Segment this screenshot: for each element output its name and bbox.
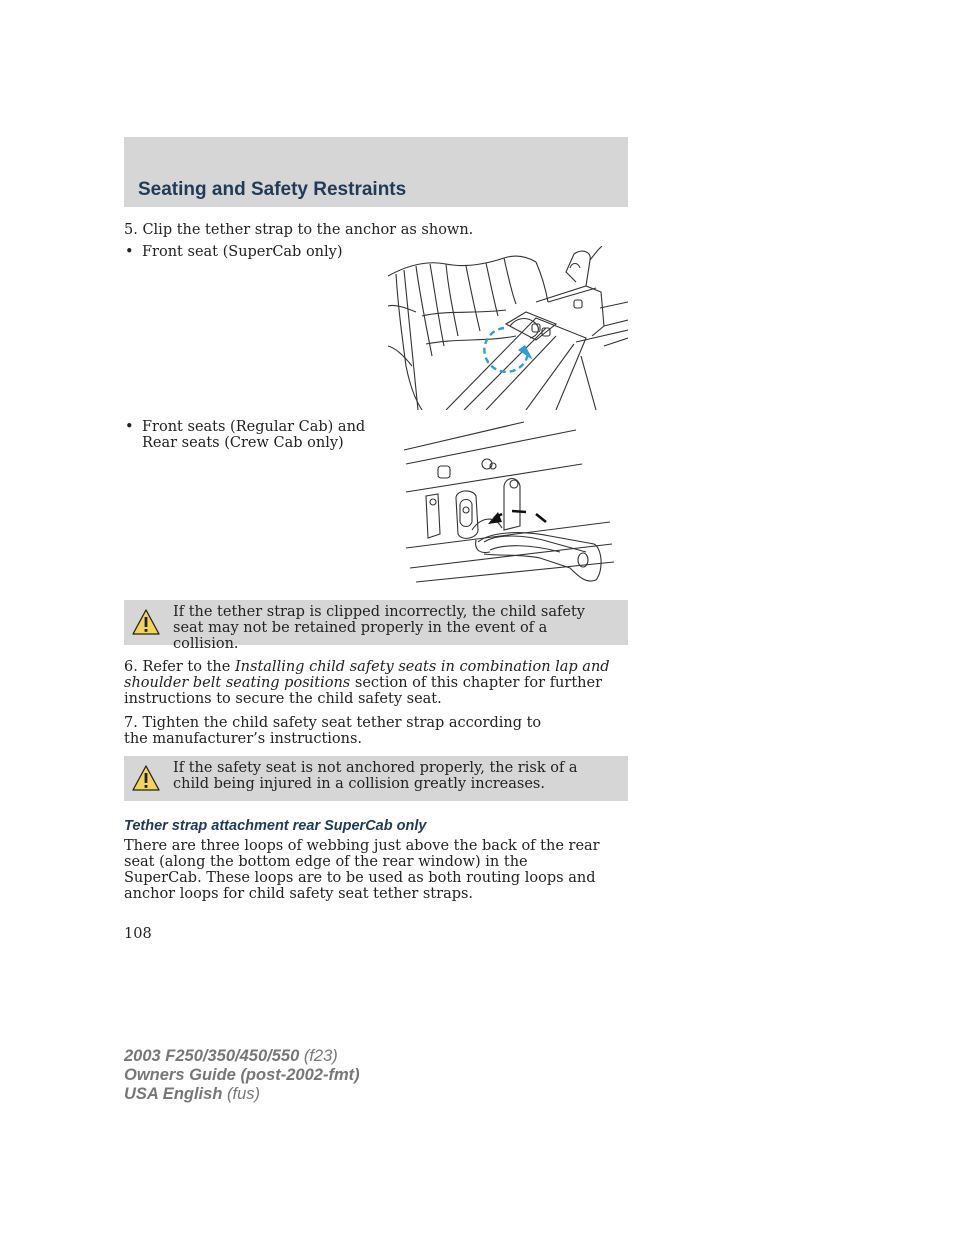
footer xyxy=(124,1047,360,1104)
warning-text: If the safety seat is not anchored properly, the risk of a child being injured in a collision greatly increases. xyxy=(173,760,578,792)
bullet-label: Front seat (SuperCab only) xyxy=(142,244,343,260)
footer-line-1 xyxy=(124,1047,360,1066)
section-header xyxy=(124,137,628,207)
regular-crew-cab-anchor-illustration xyxy=(400,418,616,586)
footer-model-code: (f23) xyxy=(299,1047,338,1065)
footer-line-2: Owners Guide (post-2002-fmt) xyxy=(124,1066,360,1084)
warning-triangle-icon xyxy=(131,764,161,792)
bullet-label-line2: Rear seats (Crew Cab only) xyxy=(142,435,344,451)
bullet-dot: • xyxy=(125,419,134,435)
warning-text: If the tether strap is clipped incorrectly, the child safety seat may not be retained properly in the event of a collision. xyxy=(173,604,585,652)
warning-box-anchor xyxy=(124,756,628,801)
clip-direction-arrow-icon xyxy=(488,511,546,524)
warning-triangle-icon xyxy=(131,608,161,636)
footer-language-code: (fus) xyxy=(222,1085,260,1103)
footer-model: 2003 F250/350/450/550 xyxy=(124,1047,300,1065)
step-6-suffix: section of this chapter for further instructions to secure the child safety seat. xyxy=(124,675,603,707)
body-paragraph: There are three loops of webbing just above the back of the rear seat (along the bottom edge of the rear window) in the SuperCab. These loops are to be used as both routing loops and anchor loops for child safety seat tether straps. xyxy=(124,838,600,902)
step-5-text: 5. Clip the tether strap to the anchor as shown. xyxy=(124,222,474,238)
supercab-anchor-illustration xyxy=(386,246,628,410)
footer-line-3 xyxy=(124,1085,360,1104)
step-6-text xyxy=(124,659,614,707)
step-6-italic-reference: Installing child safety seats in combination lap and shoulder belt seating positions xyxy=(124,659,610,691)
subheading: Tether strap attachment rear SuperCab only xyxy=(124,818,427,834)
warning-box-tether-clip xyxy=(124,600,628,652)
step-7-text: 7. Tighten the child safety seat tether strap according to the manufacturer’s instructions. xyxy=(124,715,542,747)
footer-language: USA English xyxy=(124,1085,223,1103)
bullet-dot: • xyxy=(125,244,134,260)
page-number: 108 xyxy=(124,926,152,942)
section-title: Seating and Safety Restraints xyxy=(138,179,407,200)
bullet-label-line1: Front seats (Regular Cab) and xyxy=(142,419,366,435)
step-6-prefix: 6. Refer to the xyxy=(124,659,235,675)
